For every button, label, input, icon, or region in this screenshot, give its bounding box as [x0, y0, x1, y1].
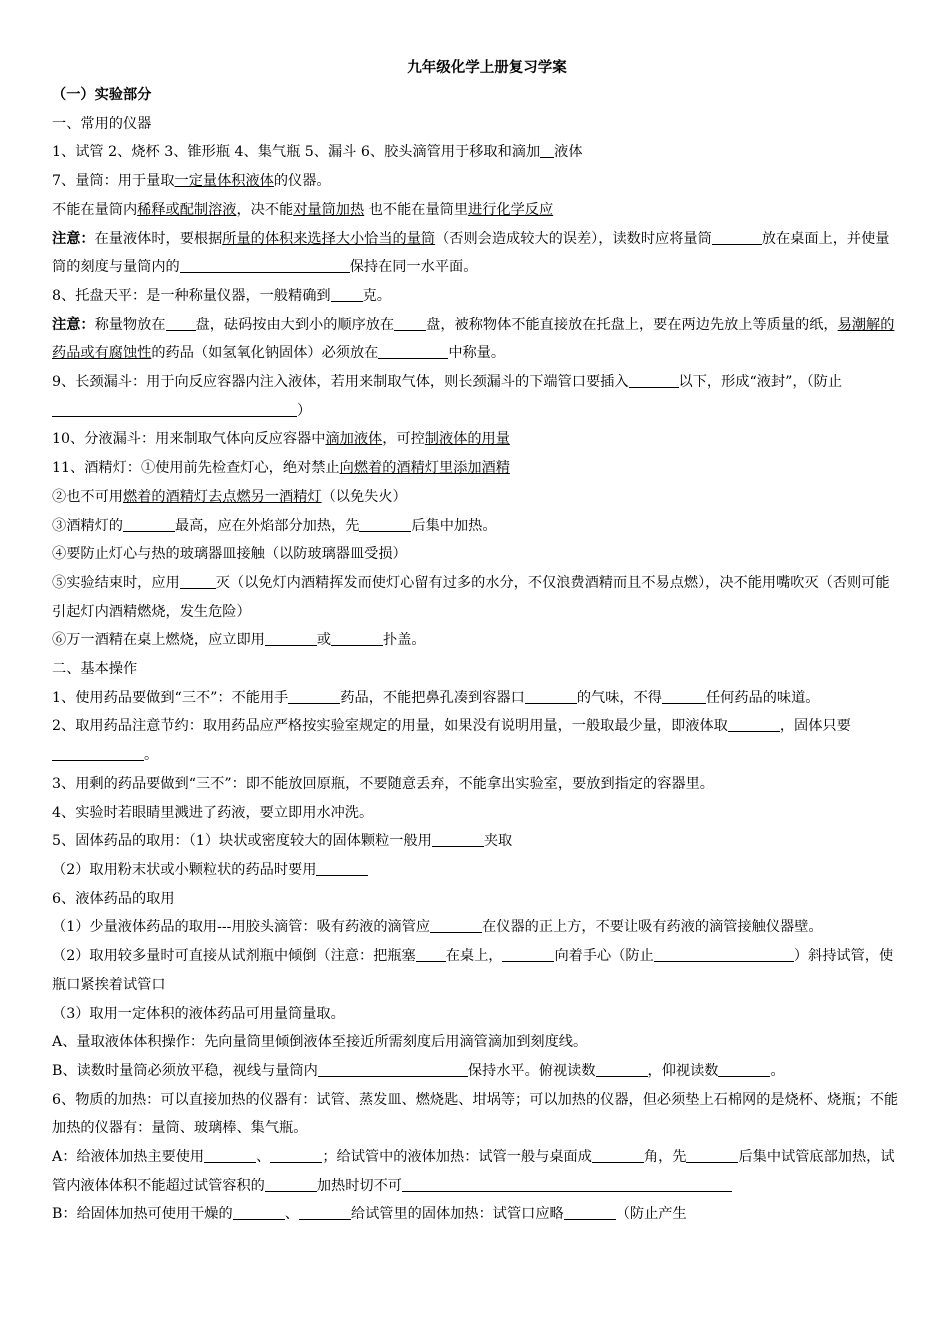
section-heading-experiment: （一）实验部分 [52, 87, 152, 103]
line-alcohol-lamp-6: ⑥万一酒精在桌上燃烧，应立即用 或 扑盖。 [52, 626, 902, 655]
fill-blank[interactable] [288, 687, 340, 704]
line-alcohol-lamp-1: 11、酒精灯：①使用前先检查灯心，绝对禁止向燃着的酒精灯里添加酒精 [52, 460, 510, 477]
line-cylinder-rules: 不能在量筒内稀释或配制溶液，决不能对量筒加热 也不能在量筒里进行化学反应 [52, 201, 554, 218]
line-alcohol-lamp-5: ⑤实验结束时，应用 灭（以免灯内酒精挥发而使灯心留有过多的水分，不仅浪费酒精而且不易点燃），决不能用嘴吹灭（否则可能引起灯内酒精燃烧，发生危险） [52, 569, 902, 626]
line-solid-reagents-2: （2）取用粉末状或小颗粒状的药品时要用 [52, 856, 902, 885]
fill-blank[interactable] [270, 1146, 322, 1163]
line-heating-instruments: 6、物质的加热：可以直接加热的仪器有：试管、蒸发皿、燃烧匙、坩埚等；可以加热的仪器，但必须垫上石棉网的是烧杯、烧瓶；不能加热的仪器有：量筒、玻璃棒、集气瓶。 [52, 1091, 899, 1137]
fill-blank[interactable] [592, 1146, 644, 1163]
note-balance-weighing: 注意：称量物放在 盘，砝码按由大到小的顺序放在 盘，被称物体不能直接放在托盘上，要在两边先放上等质量的纸，易潮解的药品或有腐蚀性的药品（如氢氧化钠固体）必须放在 中称量。 [52, 311, 902, 368]
fill-blank[interactable] [662, 687, 706, 704]
fill-blank[interactable] [299, 1203, 351, 1220]
line-instruments-list: 1、试管 2、烧杯 3、锥形瓶 4、集气瓶 5、漏斗 6、胶头滴管用于移取和滴加 液体 [52, 138, 902, 167]
fill-blank[interactable] [359, 515, 411, 532]
fill-blank[interactable] [233, 1203, 285, 1220]
line-eye-splash: 4、实验时若眼睛里溅进了药液，要立即用水冲洗。 [52, 804, 374, 821]
line-liquid-reagents: 6、液体药品的取用 [52, 890, 175, 907]
fill-blank[interactable] [430, 916, 482, 933]
document-title: 九年级化学上册复习学案 [407, 59, 567, 76]
line-alcohol-lamp-3: ③酒精灯的 最高，应在外焰部分加热，先 后集中加热。 [52, 512, 902, 541]
fill-blank[interactable] [502, 945, 554, 962]
line-reading-cylinder: B、读数时量筒必须放平稳，视线与量筒内 保持水平。俯视读数 ，仰视读数 。 [52, 1057, 902, 1086]
fill-blank[interactable] [402, 1175, 732, 1192]
fill-blank[interactable] [331, 285, 363, 302]
fill-blank[interactable] [432, 830, 484, 847]
fill-blank[interactable] [123, 515, 175, 532]
fill-blank[interactable] [686, 1146, 738, 1163]
line-measure-operation: A、量取液体体积操作：先向量筒里倾倒液体至接近所需刻度后用滴管滴加到刻度线。 [52, 1034, 588, 1051]
fill-blank[interactable] [728, 715, 780, 732]
fill-blank[interactable] [416, 945, 446, 962]
heading-basic-operations: 二、基本操作 [52, 661, 138, 678]
fill-blank[interactable] [316, 859, 368, 876]
fill-blank[interactable] [180, 256, 350, 273]
line-three-nots: 1、使用药品要做到“三不”：不能用手 药品，不能把鼻孔凑到容器口 的气味，不得 任何药品的味道。 [52, 684, 902, 713]
line-save-reagents: 2、取用药品注意节约：取用药品应严格按实验室规定的用量，如果没有说明用量，一般取最少量，即液体取 ，固体只要。 [52, 712, 902, 769]
line-alcohol-lamp-2: ②也不可用燃着的酒精灯去点燃另一酒精灯（以免失火） [52, 488, 407, 505]
line-leftover-reagents: 3、用剩的药品要做到“三不”：即不能放回原瓶，不要随意丢弃，不能拿出实验室，要放到指定的容器里。 [52, 775, 714, 792]
line-solid-heating: B：给固体加热可使用干燥的 、 给试管里的固体加热：试管口应略 （防止产生 [52, 1200, 902, 1229]
line-pouring: （2）取用较多量时可直接从试剂瓶中倾倒（注意：把瓶塞 在桌上， 向着手心（防止 ）斜持试管，使瓶口紧挨着试管口 [52, 942, 902, 999]
fill-blank[interactable] [166, 314, 196, 331]
line-alcohol-lamp-4: ④要防止灯心与热的玻璃器皿接触（以防玻璃器皿受损） [52, 546, 407, 563]
line-liquid-heating: A：给液体加热主要使用 、 ；给试管中的液体加热：试管一般与桌面成 角，先 后集中试管底部加热，试管内液体体积不能超过试管容积的 加热时切不可 [52, 1143, 902, 1200]
heading-common-instruments: 一、常用的仪器 [52, 115, 152, 132]
fill-blank[interactable] [712, 228, 762, 245]
fill-blank[interactable] [629, 371, 679, 388]
fill-blank[interactable] [525, 687, 577, 704]
line-balance: 8、托盘天平：是一种称量仪器，一般精确到 克。 [52, 282, 902, 311]
fill-blank[interactable] [378, 342, 448, 359]
fill-blank[interactable] [52, 400, 297, 417]
fill-blank[interactable] [718, 1060, 770, 1077]
fill-blank[interactable] [52, 744, 144, 761]
fill-blank[interactable] [265, 629, 317, 646]
note-cylinder-reading: 注意：在量液体时，要根据所量的体积来选择大小恰当的量筒（否则会造成较大的误差），读数时应将量筒 放在桌面上，并使量筒的刻度与量筒内的 保持在同一水平面。 [52, 225, 902, 282]
fill-blank[interactable] [564, 1203, 616, 1220]
fill-blank[interactable] [331, 629, 383, 646]
fill-blank[interactable] [394, 314, 426, 331]
document-page [52, 56, 902, 1229]
fill-blank[interactable] [318, 1060, 468, 1077]
line-dropper-use: （1）少量液体药品的取用---用胶头滴管：吸有药液的滴管应 在仪器的正上方，不要让吸有药液的滴管接触仪器壁。 [52, 913, 902, 942]
line-solid-reagents-1: 5、固体药品的取用：（1）块状或密度较大的固体颗粒一般用 夹取 [52, 827, 902, 856]
fill-blank[interactable] [596, 1060, 648, 1077]
fill-blank[interactable] [204, 1146, 256, 1163]
line-long-neck-funnel: 9、长颈漏斗：用于向反应容器内注入液体，若用来制取气体，则长颈漏斗的下端管口要插入 以下，形成“液封”，（防止） [52, 368, 902, 425]
fill-blank[interactable] [540, 141, 554, 158]
line-separatory-funnel: 10、分液漏斗：用来制取气体向反应容器中滴加液体，可控制液体的用量 [52, 431, 510, 448]
line-measure-volume: （3）取用一定体积的液体药品可用量筒量取。 [52, 1005, 345, 1022]
fill-blank[interactable] [654, 945, 794, 962]
line-measuring-cylinder: 7、量筒：用于量取一定量体积液体的仪器。 [52, 173, 331, 190]
fill-blank[interactable] [265, 1175, 317, 1192]
fill-blank[interactable] [180, 572, 216, 589]
